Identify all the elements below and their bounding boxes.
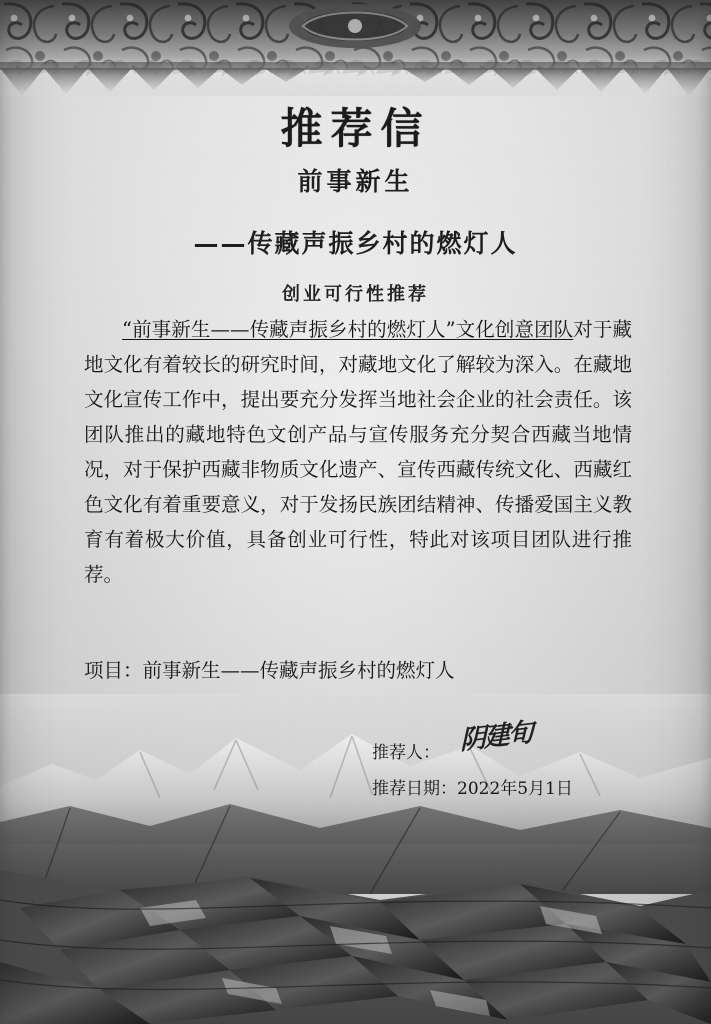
subtitle-tertiary: 创业可行性推荐 (282, 284, 429, 305)
recommender-row (372, 717, 672, 771)
date-label: 推荐日期： (372, 779, 457, 799)
date-month-unit: 月 (528, 779, 546, 799)
date-day-unit: 日 (555, 779, 573, 799)
subtitle-secondary: ——传藏声振乡村的燃灯人 (193, 229, 518, 258)
page-title: 推荐信 (280, 104, 431, 153)
date-row (372, 771, 672, 807)
date-year: 2022 (457, 779, 501, 799)
signature-block (372, 717, 672, 807)
project-name: 前事新生——传藏声振乡村的燃灯人 (142, 659, 455, 682)
project-line (84, 655, 644, 687)
body-text (84, 312, 632, 592)
recommender-label: 推荐人： (372, 743, 440, 763)
date-year-unit: 年 (500, 779, 518, 799)
project-label: 项目： (84, 659, 143, 682)
body-rest: 对于藏地文化有着较长的研究时间，对藏地文化了解较为深入。在藏地文化宣传工作中，提出要充分发挥当地社会企业的社会责任。该团队推出的藏地特色文创产品与宣传服务充分契合西藏当地情况，对于保护西藏非物质文化遗产、宣传西藏传统文化、西藏红色文化有着重要意义，对于发扬民族团结精神、传播爱国主义教育有着极大价值，具备创业可行性，特此对该项目团队进行推荐。 (84, 318, 632, 586)
subtitle-primary: 前事新生 (297, 167, 414, 196)
handwritten-signature: 阴建旬 (460, 717, 533, 757)
date-day: 1 (545, 779, 556, 799)
body-paragraph (84, 312, 632, 592)
body-lead-quoted: “前事新生——传藏声振乡村的燃灯人”文化创意团队 (122, 318, 574, 341)
date-month: 5 (517, 779, 529, 799)
